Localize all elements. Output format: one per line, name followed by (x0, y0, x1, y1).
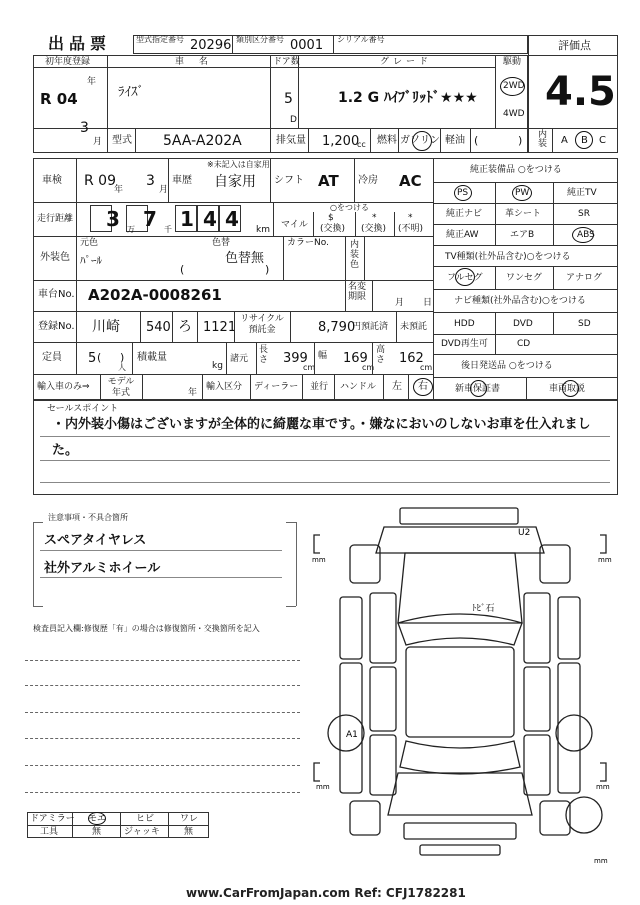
mileage-opt-mile: マイル (281, 220, 308, 230)
std-title: 純正装備品 ○をつける (470, 165, 562, 175)
sales-line-1: ・内外装小傷はございますが全体的に綺麗な車です。・嫌なにおいのしないお車を仕入れまし (52, 417, 591, 432)
left-front-door-upper (370, 593, 396, 663)
reg-num: 1121 (203, 320, 237, 335)
left-mirror-area (340, 597, 362, 659)
std-abs-circle (572, 227, 594, 243)
mm-fr: mm (598, 556, 612, 564)
mileage-opt-unknown-1: (交換) (361, 224, 387, 234)
recycle-value: 8,790 (318, 320, 356, 335)
shaken-label: 車検 (42, 175, 62, 186)
handle-left: 左 (392, 381, 402, 392)
tv-title: TV種類(社外品含む)○をつける (445, 252, 571, 262)
mileage-opt-dollar: $ (328, 213, 334, 223)
shaken-month: 3 (146, 173, 155, 189)
std-ps-circle (454, 185, 472, 201)
dims-label: 諸元 (230, 354, 249, 364)
std-navi: 純正ナビ (446, 209, 483, 219)
docs-manual: 車両取説 (549, 384, 586, 394)
mm-rr: mm (596, 783, 610, 791)
shift-value: AT (318, 172, 339, 190)
displacement-value: 1,200 (322, 134, 360, 149)
capacity-value: 5 (88, 351, 97, 366)
model-code: 20296 (190, 38, 232, 53)
car-name: ﾗｲｽﾞ (118, 85, 144, 100)
interior-b: B (581, 135, 588, 146)
shaken-year-unit: 年 (114, 185, 124, 195)
chassis-no: A202A-0008261 (88, 286, 222, 304)
handle-label: ハンドル (340, 382, 377, 392)
handle-right-circle (413, 378, 433, 396)
rear-right-fender (540, 801, 570, 835)
nav-sd: SD (578, 319, 591, 329)
bracket-fr (600, 535, 606, 553)
nav-cd: CD (517, 339, 531, 349)
recycle-unit: 円預託済 (352, 322, 389, 332)
nav-dvd-play: DVD再生可 (441, 339, 488, 349)
height-label: 高さ (376, 345, 386, 365)
interior-color-label: 内装色 (350, 240, 360, 270)
doc-title: 出品票 (48, 34, 112, 53)
notes-line-2: 社外アルミホイール (44, 561, 161, 576)
check-head-moe: モエ (88, 814, 107, 824)
interior-b-circle (575, 131, 593, 149)
mark-tobi: ﾄﾋﾞ石 (472, 604, 495, 614)
windshield (398, 614, 522, 645)
grade-score-label: 評価点 (558, 39, 591, 52)
drive-2wd: 2WD (503, 81, 525, 91)
mark-a1: A1 (346, 730, 358, 740)
first-reg-year: R 04 (40, 90, 78, 108)
name-change-day: 日 (423, 298, 433, 308)
name-change-month: 月 (395, 298, 405, 308)
mm-spare: mm (594, 857, 608, 865)
right-front-door-upper (524, 593, 550, 663)
recycle-label: リサイクル預託金 (240, 314, 284, 335)
name-change-label: 名変期限 (348, 282, 367, 302)
notes-line-1: スペアタイヤレス (44, 533, 147, 548)
bracket-rl (314, 763, 320, 781)
use-value: 自家用 (214, 174, 256, 190)
tv-fullseg: フルセグ (447, 273, 483, 283)
inspector-label: 検査員記入欄:修復歴「有」の場合は修復箇所・交換箇所を記入 (33, 624, 260, 633)
drive-2wd-circle (500, 77, 525, 96)
color-no-label: カラーNo. (287, 238, 329, 248)
recycle-unpaid: 未預託 (400, 322, 428, 332)
docs-manual-circle (562, 380, 579, 397)
ac-value: AC (399, 172, 422, 190)
trunk (388, 773, 532, 815)
model-year-label: モデル年式 (107, 377, 135, 398)
front-bumper (400, 508, 518, 524)
height-unit: cm (420, 363, 433, 372)
reg-label: 登録No. (38, 321, 75, 332)
sales-line-2: た。 (52, 443, 79, 458)
rear-bumper-lower (420, 845, 500, 855)
repaint-value: 色替無 (225, 251, 265, 266)
std-pw: PW (515, 188, 530, 198)
nav-dvd: DVD (513, 319, 533, 329)
std-ps: PS (457, 188, 469, 198)
front-right-fender (540, 545, 570, 583)
std-airbag: エアB (510, 230, 535, 240)
right-mirror-area (558, 597, 580, 659)
sales-label: セールスポイント (47, 404, 119, 414)
capacity-unit: 人 (118, 363, 126, 372)
class-code-label: 類別区分番号 (236, 35, 284, 44)
std-tv: 純正TV (567, 188, 597, 198)
car-name-label: 車 名 (175, 57, 214, 67)
std-sr: SR (578, 209, 590, 219)
rear-left-fender (350, 801, 380, 835)
bracket-fl (314, 535, 320, 553)
load-unit: kg (212, 361, 223, 371)
docs-warranty-circle (470, 380, 487, 397)
capacity-label: 定員 (42, 352, 62, 363)
check-tools-label: 工具 (40, 827, 59, 837)
front-left-fender (350, 545, 380, 583)
std-leather: 革シート (505, 209, 542, 219)
fuel-gasoline: ガソリン (400, 135, 440, 146)
width-label: 幅 (318, 351, 328, 361)
year-label: 年 (87, 77, 97, 87)
docs-title: 後日発送品 ○をつける (461, 361, 553, 371)
height-value: 162 (399, 351, 424, 366)
doors-suffix: D (290, 115, 297, 125)
notes-label: 注意事項・不具合箇所 (48, 513, 128, 522)
interior-a: A (561, 135, 568, 146)
displacement-unit: cc (357, 140, 366, 149)
check-head-ware: ワレ (180, 814, 199, 824)
interior-c: C (599, 135, 606, 146)
mileage-unit-sen: 千 (164, 225, 172, 234)
model-code-label: 型式指定番号 (136, 35, 184, 44)
tv-oneseg: ワンセグ (506, 273, 543, 283)
length-value: 399 (283, 351, 308, 366)
sales-block (33, 400, 618, 495)
reg-area: 川崎 (92, 319, 120, 335)
repaint-label: 色替 (212, 238, 231, 248)
handle-right: 右 (418, 381, 428, 392)
orig-color: ﾊﾟｰﾙ (80, 254, 102, 267)
mileage-unit: km (256, 225, 270, 235)
mileage-digit-5: 4 (225, 207, 239, 231)
right-rear-door (524, 735, 550, 795)
drive-4wd: 4WD (503, 109, 525, 119)
right-front-door (524, 667, 550, 731)
length-unit: cm (303, 363, 316, 372)
import-year-unit: 年 (188, 388, 198, 398)
chassis-label: 車台No. (38, 289, 75, 300)
mileage-digit-3: 1 (180, 207, 194, 231)
check-tools-value: 無 (92, 827, 102, 837)
right-rocker (558, 663, 580, 793)
nav-hdd: HDD (454, 319, 475, 329)
mileage-opt-unknown: (不明) (398, 224, 424, 234)
fuel-light-oil: 軽油 (445, 135, 465, 146)
parallel-label: 並行 (310, 382, 329, 392)
type-value: 5AA-A202A (163, 133, 242, 149)
import-type-label: 輸入区分 (206, 382, 243, 392)
mileage-digit-1: 3 (106, 207, 120, 231)
check-jack-label: ジャッキ (124, 827, 160, 837)
tv-analog: アナログ (566, 273, 603, 283)
reg-kana: ろ (178, 319, 192, 335)
std-aw: 純正AW (446, 230, 479, 240)
spare-wheel (566, 797, 602, 833)
tv-fullseg-circle (455, 268, 475, 286)
grade-value: 1.2 G ﾊｲﾌﾞﾘｯﾄﾞ★★★ (338, 90, 478, 106)
first-reg-label: 初年度登録 (45, 57, 91, 67)
mm-fl: mm (312, 556, 326, 564)
shaken-value: R 09 (84, 173, 116, 189)
left-rear-door (370, 735, 396, 795)
month-label: 月 (93, 137, 103, 147)
left-rocker (340, 663, 362, 793)
ac-label: 冷房 (358, 175, 378, 186)
fuel-gasoline-circle (412, 131, 432, 151)
serial-label: シリアル番号 (337, 35, 385, 44)
orig-color-label: 元色 (80, 238, 99, 248)
doors-label: ドア数 (273, 57, 300, 67)
std-pw-circle (512, 185, 532, 201)
check-head-mirror: ドアミラー (30, 814, 75, 824)
car-damage-diagram (300, 505, 630, 875)
color-label: 外装色 (40, 252, 70, 263)
mileage-digit-2: 7 (143, 207, 157, 231)
mileage-opt-exchange: (交換) (320, 224, 346, 234)
rear-bumper (404, 823, 516, 839)
grade-label: グレード (380, 57, 433, 67)
mark-u2: U2 (518, 528, 531, 538)
note-private: ※未記入は自家用 (207, 160, 270, 169)
mileage-unit-man: 万 (127, 225, 135, 234)
reg-class: 540 (146, 320, 171, 335)
left-front-door (370, 667, 396, 731)
class-code: 0001 (290, 38, 324, 53)
import-label: 輸入車のみ⇒ (37, 382, 90, 392)
mileage-circle-note: ○をつける (330, 203, 369, 212)
grade-score: 4.5 (545, 69, 616, 115)
mm-rl: mm (316, 783, 330, 791)
interior-label: 内装 (538, 130, 548, 149)
mileage-opt-star-2: * (408, 213, 413, 223)
nav-title: ナビ種類(社外品含む)○をつける (454, 296, 586, 306)
docs-warranty: 新車保証書 (455, 384, 501, 394)
load-label: 積載量 (137, 352, 167, 363)
check-jack-value: 無 (184, 827, 194, 837)
check-moe-circle (88, 812, 106, 825)
drive-label: 駆動 (503, 57, 522, 67)
rear-window (400, 741, 520, 774)
width-value: 169 (343, 351, 368, 366)
doors-value: 5 (284, 91, 293, 107)
type-label: 型式 (112, 135, 132, 146)
fuel-label: 燃料 (377, 135, 397, 146)
width-unit: cm (362, 363, 375, 372)
use-label: 車歴 (172, 175, 192, 186)
shift-label: シフト (274, 175, 304, 186)
dealer-label: ディーラー (254, 382, 299, 392)
right-front-wheel (556, 715, 592, 751)
length-label: 長さ (259, 345, 269, 365)
std-abs: ABS (577, 230, 595, 240)
footer-watermark: www.CarFromJapan.com Ref: CFJ1782281 (186, 886, 466, 900)
roof (406, 647, 514, 737)
check-head-hibi: ヒビ (136, 814, 155, 824)
displacement-label: 排気量 (276, 135, 306, 146)
mileage-opt-star: * (372, 213, 377, 223)
shaken-month-unit: 月 (159, 185, 169, 195)
hood (398, 553, 522, 623)
mileage-label: 走行距離 (37, 214, 74, 224)
first-reg-month: 3 (80, 120, 89, 136)
mileage-digit-4: 4 (203, 207, 217, 231)
bracket-rr (600, 763, 606, 781)
